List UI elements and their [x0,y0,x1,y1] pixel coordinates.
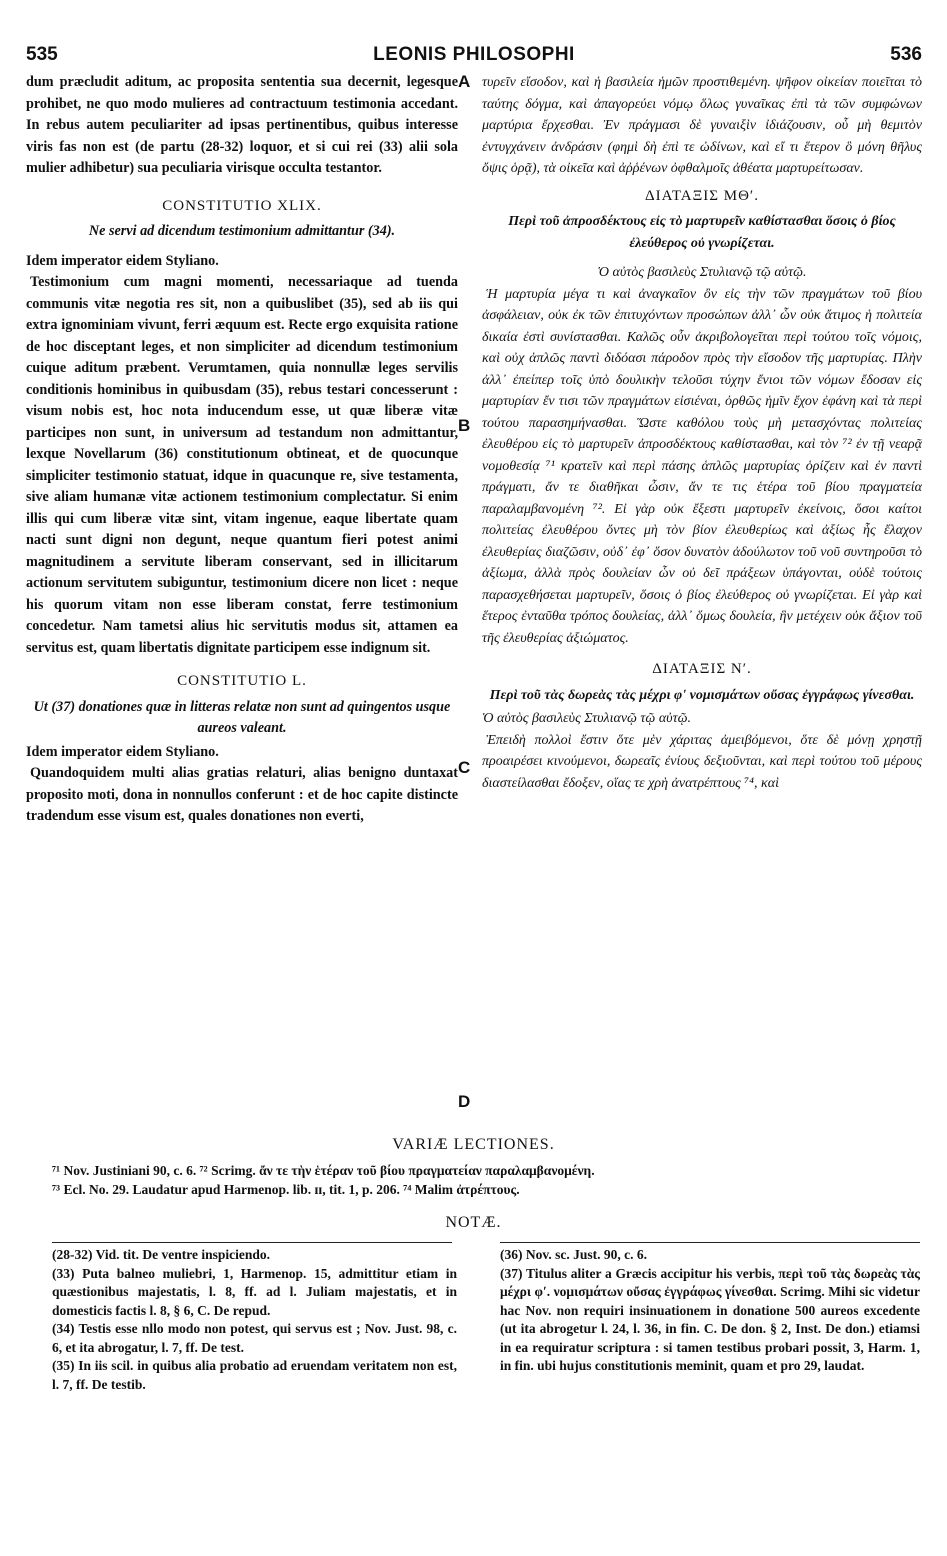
notae-title: NOTÆ. [445,1214,502,1231]
note-28-32: (28-32) Vid. tit. De ventre inspiciendo. [52,1247,270,1262]
constitution-50-heading: CONSTITUTIO L. [177,673,307,689]
diataxis-50-address: Ὁ αὐτὸς βασιλεὺς Στυλιανῷ τῷ αὐτῷ. [482,711,691,726]
variae-line: ⁷¹ Nov. Justiniani 90, c. 6. ⁷² Scrimg. ἄν τε τὴν ἑτέραν τοῦ βίου πραγματείαν παραλαμβανομένη. [52,1163,595,1178]
running-title: LEONIS PHILOSOPHI [373,44,575,65]
latin-paragraph: dum præcludit aditum, ac proposita sententia sua decernit, legesque prohibet, ne quo modo mulieres ad contractuum testimonia accedant. In rebus autem peculiariter ad ipsas pertinentibus, quibus interesse viris fas non est (de partu (28-32) loquor, et si cui rei (33) alii sola mulier adhibetur) sua peculiaria virisque occulta testantor. [26,74,458,176]
constitution-50-address: Idem imperator eidem Styliano. [26,743,219,760]
diataxis-49-body: Ἡ μαρτυρία μέγα τι καὶ ἀναγκαῖον ὂν εἰς τὴν τῶν πραγμάτων τοῦ βίου ἀσφάλειαν, οὐκ ἐκ τῶν ἐπιτυχόντων προσώπων ἀλλ᾽ ὧν οὐκ ἄτιμος ἡ πολιτεία δικαία ἐστὶ συνίστασθαι. Καλῶς οὖν ἀκριβολογεῖται περὶ τούτου τοῖς νόμοις, καὶ οὐχ ἁπλῶς παντὶ διδόασι πάροδον πρὸς τὴν εἴσοδον τῆς μαρτυρίας. Πλὴν ἀλλ᾽ ἐπείπερ τοῖς ὑπὸ δουλικὴν τελοῦσι τύχην ἔνιοι τῶν νόμων ἔδοσαν εἰς μαρτυρίαν ἔν τισι τῶν πραγμάτων εἰσιέναι, ὀρθῶς ἡμῖν ἔχον ἐφάνη καὶ τὰ περὶ τούτου παρασημήνασθαι. Ὥστε καθόλου τοὺς μὴ μετασχόντας πολιτείας ἐλευθέρου εἰς τὸ μαρτυρεῖν ἀπροσδέκτους καθίστασθαι, καὶ τὸν ⁷² ἐν τῇ νεαρᾷ νομοθεσίᾳ ⁷¹ κρατεῖν καὶ περὶ πάσης ἁπλῶς μαρτυρίας ὁρίζειν καὶ ἐν παντὶ πράγματι, ἄν τε διαθῆκαι ὦσιν, ἄν τε τις ἑτέρα τοῦ βίου πραγματεία παραλαμβανομένη ⁷². Εἰ γὰρ οὐκ ἔξεστι μαρτυρεῖν ἐκείνοις, ὅσοι καίτοι πολιτείας ἐλευθέρου ὄντες μὴ τὸν βίον ἐλευθερίως καὶ ἀξίως ἧς ἔλαχον ἐλευθερίας διαζῶσιν, οὐδ᾽ ἐφ᾽ ὅσον δυνατὸν ἀδούλωτον τοῦ νοῦ συντηροῦσι τὸ ἀξίωμα, ἀλλὰ πρὸς δουλείαν ὧν οὐ δεῖ πράξεων ὑπάγονται, οὐδὲ τούτοις παρασχεθήσεται μαρτυρεῖν, ὅσοις ὁ βίος ἐλεύθερος οὐ γνωρίζεται. Εἰ γὰρ καὶ ἕτερος ἐνταῦθα τρόπος δουλείας, ἀλλ᾽ ὅμως δουλεία, ἣν μετέχειν οὐκ ἄξιον τοῦ τῆς ἐλευθερίας ἀξιώματος. [482,286,922,646]
variae-lectiones [52,1162,922,1199]
diataxis-50-title: Περὶ τοῦ τὰς δωρεὰς τὰς μέχρι φʹ νομισμάτων οὔσας ἐγγράφως γίνεσθαι. [489,687,915,703]
margin-letter-b: B [458,416,471,435]
diataxis-50-body: Ἐπειδὴ πολλοὶ ἔστιν ὅτε μὲν χάριτας ἀμειβόμενοι, ὅτε δὲ μόνῃ χρηστῇ προαιρέσει κινούμενοι, δωρεαῖς ἐνίους δεξιοῦνται, καὶ περὶ τούτου τοῦ μέρους διαστείλασθαι ἔδοξεν, οἵας τε χρὴ ἀνατρέπτους ⁷⁴, καὶ [482,732,922,791]
greek-column [482,72,922,1122]
margin-letter-c: C [458,758,471,777]
diataxis-49-address: Ὁ αὐτὸς βασιλεὺς Στυλιανῷ τῷ αὐτῷ. [597,265,807,280]
variae-lectiones-title: VARIÆ LECTIONES. [392,1136,555,1153]
note-33: (33) Puta balneo muliebri, 1, Harmenop. 15, admittitur etiam in quæstionibus majestatis, l. 8, ff. ad l. Juliam majestatis, et in domesticis factis l. 8, § 6, C. De repud. [52,1265,457,1318]
note-37: (37) Titulus aliter a Græcis accipitur his verbis, περὶ τοῦ τὰς δωρεὰς τὰς μέχρι φʹ. νομισμάτων οὔσας ἐγγράφως γίνεσθαι. Scrimg. Mihi sic videtur hac Nov. non requiri insinuationem in donatione 500 aureos excedente (ut ita abrogetur l. 24, l. 36, in fin. C. De don. § 2, Inst. De don.) etiamsi in ea requiratur scriptura : si tamen testibus probari possit, 3, Harm. 1, in fin. ubi hujus constitutionis meminit, quam et pro 29, laudat. [500,1265,920,1373]
constitution-49-address: Idem imperator eidem Styliano. [26,252,219,269]
constitution-49-title: Ne servi ad dicendum testimonium admittantur (34). [88,223,396,239]
page-number-right: 536 [890,44,922,65]
page-number-left: 535 [26,44,58,65]
notae-rule-right [500,1242,920,1243]
notae-rule-left [52,1242,452,1243]
constitution-49-heading: CONSTITUTIO XLIX. [162,197,322,214]
latin-column [26,72,458,1122]
constitution-50-body: Quandoquidem multi alias gratias relaturi, alias benigno duntaxat proposito moti, dona in nonnullos conferunt : et de hoc capite distincte tradendum esse visum est, quales donationes non everti, [26,765,458,824]
variae-line: ⁷³ Ecl. No. 29. Laudatur apud Harmenop. lib. ɪɪ, tit. 1, p. 206. ⁷⁴ Malim ἀτρέπτους. [52,1181,520,1197]
diataxis-49-title: Περὶ τοῦ ἀπροσδέκτους εἰς τὸ μαρτυρεῖν καθίστασθαι ὅσοις ὁ βίος ἐλεύθερος οὐ γνωρίζεται. [508,214,896,251]
note-34: (34) Testis esse nllo modo non potest, qui servus est ; Nov. Just. 98, c. 6, et ita abrogatur, l. 7, ff. De test. [52,1321,457,1355]
notae-left-column [52,1246,457,1394]
diataxis-49-heading: ΔΙΑΤΑΞΙΣ ΜΘʹ. [645,187,759,204]
greek-paragraph: τυρεῖν εἴσοδον, καὶ ἡ βασιλεία ἡμῶν προστιθεμένη. ψῆφον οἰκείαν ποιεῖται τὸ ταύτης δόγμα, καὶ ἀπαγορεύει νόμῳ ὅλως γυναῖκας ἐπὶ τὰ τῶν συμφώνων μαρτύρια ἔρχεσθαι. Ἐν πράγμασι δὲ γυναιξὶν ἰδιάζουσιν, οὗ μὴ θεμιτὸν ἐντυγχάνειν ἀνδράσιν (φημὶ δὴ ἐπὶ τε ὠδίνων, καὶ εἴ τι ἕτερον ὃ μόνη θῆλυς ὄψις ὁρᾷ), τὰ οἰκεῖα καὶ ἀῤῥένων ὀφθαλμοῖς ἀθέατα μαρτυρείτωσαν. [482,75,922,176]
note-36: (36) Nov. sc. Just. 90, c. 6. [500,1247,647,1262]
page-header [26,44,922,70]
note-35: (35) In iis scil. in quibus alia probatio ad eruendam veritatem non est, l. 7, ff. De testib. [52,1358,457,1392]
diataxis-50-heading: ΔΙΑΤΑΞΙΣ Νʹ. [652,661,752,677]
margin-letter-a: A [458,72,471,91]
constitution-50-title: Ut (37) donationes quæ in litteras relatæ non sunt ad quingentos usque aureos valeant. [33,698,451,736]
notae-right-column [500,1246,920,1376]
constitution-49-body: Testimonium cum magni momenti, necessariaque ad tuenda communis vitæ negotia res sit, non a quibuslibet (35), sed ab iis qui extra ignominiam vivunt, ferri æquum est. Recte ergo exquisita ratione de hoc disceptant leges, et non simpliciter ad dicendum testimonium cuique aditum præbent. Verumtamen, quia nonnullæ leges servilis conditionis hominibus in quibusdam (35), rebus testari concesserunt : visum nobis est, hoc nota inducendum esse, ut quæ liberæ vitæ participes non sunt, in universum ad testandum non admittantur, lexque Novellarum (36) constitutionum obtineat, et de quocunque simpliciter testimonio statuat, idque in quacunque re, sive testamenta, sive aliam humanæ vitæ actionem testimonium complectatur. Si enim illis qui cum liberæ vitæ sint, vitam ingenue, eaque libertate quam nacti sunt digni non degunt, neque quantum fieri potest animi magnitudinem a servitute liberam conservant, sed in illicitarum actionum servitutem subiguntur, testimonium dicere non licet : neque his quorum vitam non esse liberam constat, ferre testimonium concedetur. Nam tametsi alius hic servitutis modus sit, attamen ea servitus est, quam libertatis dignitate participem esse indignum sit. [26,274,458,656]
margin-letter-d: D [458,1092,471,1111]
